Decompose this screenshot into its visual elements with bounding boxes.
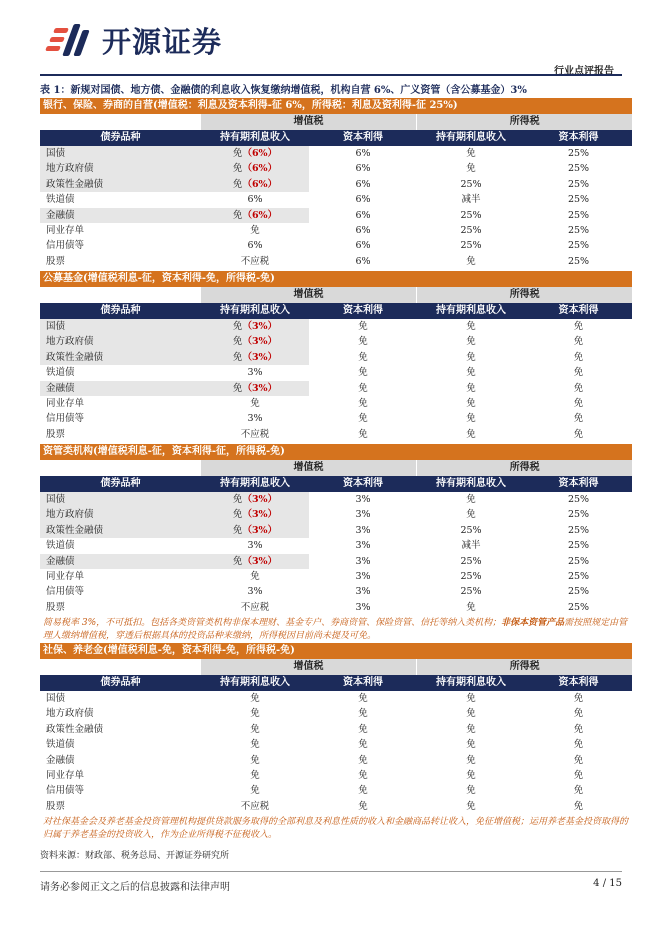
vat-interest-cell (201, 753, 309, 768)
table-section (40, 98, 632, 269)
it-interest-cell: 免 (466, 509, 476, 521)
table-row (40, 411, 632, 426)
bond-name: 金融债 (40, 381, 201, 396)
it-interest-cell: 25% (460, 209, 482, 221)
vat-capital-cell: 3% (355, 586, 371, 598)
vat-interest-cell (201, 319, 309, 334)
table-section (40, 444, 632, 645)
vat-capital-cell: 免 (358, 785, 368, 797)
it-interest-cell: 25% (460, 570, 482, 582)
bond-name: 信用债等 (46, 785, 85, 797)
vat-interest-value: 免 (250, 769, 260, 781)
it-capital-cell: 免 (573, 428, 584, 440)
vat-interest-value: 免 (250, 723, 260, 735)
bond-name: 信用债等 (46, 413, 85, 425)
vat-capital-cell: 免 (358, 382, 368, 394)
vat-capital-cell: 免 (358, 723, 368, 735)
bond-name: 铁道债 (46, 367, 75, 379)
bond-name: 政策性金融债 (46, 723, 104, 735)
vat-interest-cell (201, 146, 309, 161)
table-row (40, 427, 632, 442)
vat-interest-value: 3% (247, 413, 263, 425)
it-capital-cell: 25% (567, 570, 590, 582)
it-interest-cell: 免 (466, 148, 476, 159)
vat-group-header: 增值税 (201, 659, 417, 675)
table-row (40, 722, 632, 737)
col-it-capital: 资本利得 (558, 677, 599, 688)
new-rate-tag: （3%） (242, 336, 278, 348)
table-row (40, 569, 632, 584)
vat-interest-cell (201, 691, 309, 706)
table-row (40, 365, 632, 380)
table-row (40, 192, 632, 207)
it-interest-cell: 25% (460, 586, 482, 598)
group-header-row (40, 460, 632, 476)
table-row (40, 161, 632, 176)
footer-disclaimer: 请务必参阅正文之后的信息披露和法律声明 (40, 882, 230, 893)
vat-interest-value: 免 (232, 555, 243, 567)
it-capital-cell: 免 (573, 785, 584, 797)
vat-interest-value: 免 (250, 693, 260, 704)
table-row (40, 254, 632, 269)
new-rate-tag: （6%） (242, 148, 278, 159)
col-vat-interest: 持有期利息收入 (220, 132, 290, 143)
col-vat-interest: 持有期利息收入 (220, 478, 290, 489)
table-row (40, 523, 632, 538)
bond-name: 地方政府债 (40, 507, 201, 522)
vat-capital-cell: 免 (358, 739, 368, 751)
it-interest-cell: 25% (460, 555, 482, 567)
table-row (40, 706, 632, 721)
section-header: 银行、保险、券商的自营(增值税：利息及资本利得-征 6%，所得税：利息及资利得-征 25%) (40, 98, 632, 114)
it-capital-cell: 25% (567, 586, 590, 598)
it-capital-cell: 免 (573, 800, 584, 812)
table-row (40, 753, 632, 768)
col-bond-type: 债券品种 (100, 677, 141, 688)
vat-capital-cell: 3% (355, 494, 371, 505)
brand-name: 开源证券 (102, 24, 223, 59)
table-row (40, 492, 632, 507)
vat-interest-cell (201, 192, 309, 207)
bond-name: 信用债等 (46, 240, 85, 252)
note-emphasis: 非保本资管产品 (501, 618, 565, 629)
bond-name: 同业存单 (46, 570, 85, 582)
logo-mark-icon (48, 20, 92, 60)
vat-interest-cell (201, 569, 309, 584)
vat-capital-cell: 3% (355, 555, 371, 567)
table-row (40, 350, 632, 365)
it-capital-cell: 免 (573, 397, 584, 409)
vat-interest-cell (201, 783, 309, 798)
table-row (40, 768, 632, 783)
it-interest-cell: 免 (466, 367, 476, 379)
it-interest-cell: 免 (466, 336, 476, 348)
vat-interest-value: 免 (250, 785, 260, 797)
vat-interest-value: 免 (232, 494, 243, 505)
table-row (40, 334, 632, 349)
it-capital-cell: 25% (567, 209, 590, 221)
col-vat-capital: 资本利得 (343, 132, 383, 143)
column-header-row (40, 303, 632, 319)
new-rate-tag: （3%） (242, 321, 278, 332)
col-it-interest: 持有期利息收入 (436, 305, 506, 316)
vat-interest-value: 6% (247, 194, 263, 206)
note-tail: 需按照规定由管理人缴纳增值税，穿透后根据具体的投资品种来缴纳，所得税因目前尚未提及可免。 (43, 618, 628, 642)
bond-name: 信用债等 (46, 586, 85, 598)
vat-interest-cell (201, 538, 309, 553)
col-vat-interest: 持有期利息收入 (220, 677, 290, 688)
it-interest-cell: 免 (466, 397, 476, 409)
bond-name: 金融债 (40, 554, 201, 569)
vat-interest-value: 3% (247, 540, 263, 552)
vat-capital-cell: 6% (355, 209, 371, 221)
vat-interest-value: 不应税 (240, 428, 270, 440)
table-row (40, 783, 632, 798)
vat-interest-value: 3% (247, 367, 263, 379)
it-interest-cell: 减半 (461, 194, 481, 206)
col-vat-capital: 资本利得 (343, 677, 383, 688)
table-row (40, 208, 632, 223)
bond-name: 政策性金融债 (40, 523, 201, 538)
table-row (40, 691, 632, 706)
vat-interest-cell (201, 177, 309, 192)
vat-interest-cell (201, 238, 309, 253)
vat-interest-cell (201, 737, 309, 752)
table-title: 表 1：新规对国债、地方债、金融债的利息收入恢复缴纳增值税，机构自营 6%、广义资管（含公募基金）3% (40, 85, 527, 96)
new-rate-tag: （3%） (242, 382, 278, 394)
vat-interest-value: 6% (247, 240, 263, 252)
it-interest-cell: 免 (466, 601, 476, 613)
table-row (40, 584, 632, 599)
vat-group-header: 增值税 (201, 460, 417, 476)
it-interest-cell: 免 (466, 693, 476, 704)
bond-name: 股票 (46, 428, 66, 440)
it-capital-cell: 25% (567, 194, 590, 206)
new-rate-tag: （6%） (242, 209, 278, 221)
vat-capital-cell: 6% (355, 194, 371, 206)
col-bond-type: 债券品种 (100, 132, 141, 143)
bond-name: 股票 (46, 800, 66, 812)
group-header-row (40, 659, 632, 675)
report-type: 行业点评报告 (554, 66, 614, 77)
vat-capital-cell: 免 (358, 754, 368, 766)
it-capital-cell: 25% (567, 494, 590, 505)
it-interest-cell: 25% (460, 178, 482, 190)
table-row (40, 507, 632, 522)
vat-interest-value: 不应税 (240, 255, 270, 267)
col-vat-capital: 资本利得 (343, 305, 383, 316)
section-note (40, 814, 632, 844)
vat-capital-cell: 免 (358, 336, 368, 348)
group-header-row (40, 114, 632, 130)
vat-group-header: 增值税 (201, 287, 417, 303)
col-it-capital: 资本利得 (558, 305, 599, 316)
vat-capital-cell: 6% (355, 255, 371, 267)
it-interest-cell: 25% (460, 224, 482, 236)
vat-capital-cell: 免 (358, 693, 368, 704)
vat-interest-cell (201, 799, 309, 814)
table-section (40, 271, 632, 442)
table-row (40, 146, 632, 161)
it-capital-cell: 25% (567, 163, 590, 175)
it-capital-cell: 免 (573, 754, 584, 766)
vat-group-header: 增值税 (201, 114, 417, 130)
vat-interest-cell (201, 554, 309, 569)
vat-capital-cell: 6% (355, 224, 371, 236)
table-row (40, 538, 632, 553)
source-note: 资料来源：财政部、税务总局、开源证券研究所 (40, 851, 230, 861)
it-capital-cell: 25% (567, 148, 590, 159)
it-capital-cell: 免 (573, 367, 584, 379)
bond-name: 铁道债 (46, 540, 75, 552)
new-rate-tag: （3%） (242, 524, 278, 536)
it-capital-cell: 25% (567, 524, 590, 536)
vat-interest-value: 免 (250, 570, 260, 582)
it-capital-cell: 免 (573, 382, 584, 394)
vat-interest-cell (201, 492, 309, 507)
it-interest-cell: 免 (466, 163, 476, 175)
income-tax-group-header: 所得税 (416, 460, 632, 476)
section-header: 资管类机构(增值税利息-征，资本利得-征，所得税-免) (40, 444, 632, 460)
it-interest-cell: 免 (466, 739, 476, 751)
vat-interest-value: 免 (232, 321, 243, 332)
header-divider (40, 74, 622, 76)
bond-name: 国债 (40, 319, 201, 334)
income-tax-group-header: 所得税 (416, 114, 632, 130)
bond-name: 同业存单 (46, 769, 85, 781)
bond-name: 铁道债 (46, 739, 75, 751)
vat-capital-cell: 6% (355, 163, 371, 175)
table-row (40, 381, 632, 396)
bond-name: 同业存单 (46, 397, 85, 409)
it-capital-cell: 25% (567, 240, 590, 252)
vat-interest-cell (201, 223, 309, 238)
vat-capital-cell: 3% (355, 509, 371, 521)
it-capital-cell: 免 (573, 413, 584, 425)
vat-interest-value: 不应税 (240, 601, 270, 613)
column-header-row (40, 675, 632, 691)
it-capital-cell: 免 (573, 321, 584, 332)
vat-capital-cell: 6% (355, 178, 371, 190)
vat-interest-cell (201, 350, 309, 365)
it-interest-cell: 25% (460, 240, 482, 252)
it-interest-cell: 25% (460, 524, 482, 536)
bond-name: 地方政府债 (46, 708, 94, 720)
it-capital-cell: 免 (573, 769, 584, 781)
it-interest-cell: 免 (466, 754, 476, 766)
vat-capital-cell: 免 (358, 397, 368, 409)
vat-interest-cell (201, 584, 309, 599)
brand-logo (48, 20, 222, 60)
table-row (40, 396, 632, 411)
col-vat-capital: 资本利得 (343, 478, 383, 489)
new-rate-tag: （3%） (242, 494, 278, 505)
it-capital-cell: 免 (573, 708, 584, 720)
table-row (40, 799, 632, 814)
it-capital-cell: 免 (573, 351, 584, 363)
col-it-interest: 持有期利息收入 (436, 132, 506, 143)
vat-interest-value: 免 (232, 351, 243, 363)
col-vat-interest: 持有期利息收入 (220, 305, 290, 316)
bond-name: 地方政府债 (40, 161, 201, 176)
vat-interest-cell (201, 706, 309, 721)
new-rate-tag: （3%） (242, 555, 278, 567)
new-rate-tag: （3%） (242, 351, 278, 363)
vat-interest-cell (201, 600, 309, 615)
bond-name: 政策性金融债 (40, 177, 201, 192)
it-capital-cell: 免 (573, 739, 584, 751)
vat-capital-cell: 3% (355, 570, 371, 582)
table-row (40, 223, 632, 238)
vat-interest-cell (201, 334, 309, 349)
vat-interest-cell (201, 161, 309, 176)
vat-capital-cell: 3% (355, 540, 371, 552)
income-tax-group-header: 所得税 (416, 287, 632, 303)
vat-capital-cell: 6% (355, 240, 371, 252)
it-capital-cell: 25% (567, 601, 590, 613)
vat-capital-cell: 免 (358, 708, 368, 720)
vat-interest-value: 免 (250, 739, 260, 751)
bond-name: 金融债 (46, 754, 75, 766)
bond-name: 铁道债 (46, 194, 75, 206)
vat-interest-value: 免 (250, 708, 260, 720)
vat-interest-cell (201, 722, 309, 737)
it-interest-cell: 免 (466, 708, 476, 720)
it-interest-cell: 免 (466, 769, 476, 781)
it-interest-cell: 免 (466, 351, 476, 363)
it-capital-cell: 免 (573, 723, 584, 735)
it-capital-cell: 25% (567, 555, 590, 567)
table-row (40, 737, 632, 752)
it-capital-cell: 25% (567, 224, 590, 236)
vat-interest-cell (201, 254, 309, 269)
col-it-capital: 资本利得 (558, 478, 599, 489)
vat-capital-cell: 免 (358, 413, 368, 425)
bond-name: 地方政府债 (40, 334, 201, 349)
vat-interest-value: 免 (250, 397, 260, 409)
table-section (40, 643, 632, 844)
vat-interest-value: 免 (232, 148, 243, 159)
vat-interest-value: 3% (247, 586, 263, 598)
it-interest-cell: 免 (466, 494, 476, 505)
footer-divider (40, 871, 622, 872)
it-capital-cell: 25% (567, 255, 590, 267)
it-capital-cell: 25% (567, 178, 590, 190)
it-interest-cell: 免 (466, 800, 476, 812)
note-lead: 对社保基金会及养老基金投资管理机构提供贷款服务取得的全部利息及利息性质的收入和金融商品转让收入，免征增值税；运用养老基金投资取得的归属于养老基金的投资收入，作为企业所得税不征税收入。 (43, 817, 629, 841)
it-interest-cell: 免 (466, 428, 476, 440)
col-it-interest: 持有期利息收入 (436, 478, 506, 489)
vat-interest-cell (201, 208, 309, 223)
section-header: 社保、养老金(增值税利息-免，资本利得-免，所得税-免) (40, 643, 632, 659)
vat-interest-cell (201, 523, 309, 538)
new-rate-tag: （3%） (242, 509, 278, 521)
vat-interest-value: 免 (232, 209, 243, 221)
vat-interest-cell (201, 411, 309, 426)
it-capital-cell: 25% (567, 540, 590, 552)
vat-interest-value: 免 (232, 524, 243, 536)
table-row (40, 554, 632, 569)
it-interest-cell: 免 (466, 785, 476, 797)
note-lead: 简易税率 3%，不可抵扣。包括各类资管类机构非保本理财、基金专户、券商资管、保险资管、信托等纳入类机构； (43, 618, 502, 629)
vat-interest-value: 免 (232, 163, 243, 175)
vat-capital-cell: 免 (358, 800, 368, 812)
bond-name: 国债 (40, 146, 201, 161)
vat-interest-value: 免 (232, 382, 243, 394)
vat-capital-cell: 免 (358, 428, 368, 440)
table-row (40, 238, 632, 253)
it-interest-cell: 免 (466, 413, 476, 425)
it-interest-cell: 免 (466, 321, 476, 332)
vat-interest-cell (201, 365, 309, 380)
column-header-row (40, 476, 632, 492)
new-rate-tag: （6%） (242, 163, 278, 175)
group-header-row (40, 287, 632, 303)
section-note (40, 615, 632, 645)
vat-interest-value: 不应税 (240, 800, 270, 812)
vat-interest-cell (201, 507, 309, 522)
it-interest-cell: 减半 (461, 540, 481, 552)
it-interest-cell: 免 (466, 382, 476, 394)
col-bond-type: 债券品种 (100, 305, 141, 316)
table-row (40, 177, 632, 192)
bond-name: 政策性金融债 (40, 350, 201, 365)
new-rate-tag: （6%） (242, 178, 278, 190)
page-number: 4 / 15 (593, 878, 622, 889)
vat-capital-cell: 免 (358, 321, 368, 332)
col-it-interest: 持有期利息收入 (436, 677, 506, 688)
vat-capital-cell: 免 (358, 769, 368, 781)
income-tax-group-header: 所得税 (416, 659, 632, 675)
it-interest-cell: 免 (466, 255, 476, 267)
vat-interest-cell (201, 381, 309, 396)
vat-capital-cell: 免 (358, 351, 368, 363)
bond-name: 国债 (40, 492, 201, 507)
vat-interest-cell (201, 427, 309, 442)
col-bond-type: 债券品种 (100, 478, 141, 489)
vat-interest-cell (201, 396, 309, 411)
table-row (40, 600, 632, 615)
it-interest-cell: 免 (466, 723, 476, 735)
table-row (40, 319, 632, 334)
section-header: 公募基金(增值税利息-征，资本利得-免，所得税-免) (40, 271, 632, 287)
it-capital-cell: 免 (573, 336, 584, 348)
vat-interest-value: 免 (232, 336, 243, 348)
bond-name: 股票 (46, 255, 66, 267)
vat-interest-value: 免 (250, 754, 260, 766)
vat-interest-value: 免 (232, 178, 243, 190)
bond-name: 股票 (46, 601, 66, 613)
vat-interest-cell (201, 768, 309, 783)
vat-capital-cell: 免 (358, 367, 368, 379)
col-it-capital: 资本利得 (558, 132, 599, 143)
vat-interest-value: 免 (250, 224, 260, 236)
bond-name: 金融债 (40, 208, 201, 223)
bond-name: 国债 (46, 693, 66, 704)
vat-capital-cell: 3% (355, 601, 371, 613)
vat-interest-value: 免 (232, 509, 243, 521)
it-capital-cell: 免 (573, 693, 584, 704)
it-capital-cell: 25% (567, 509, 590, 521)
column-header-row (40, 130, 632, 146)
vat-capital-cell: 6% (355, 148, 371, 159)
bond-name: 同业存单 (46, 224, 85, 236)
vat-capital-cell: 3% (355, 524, 371, 536)
